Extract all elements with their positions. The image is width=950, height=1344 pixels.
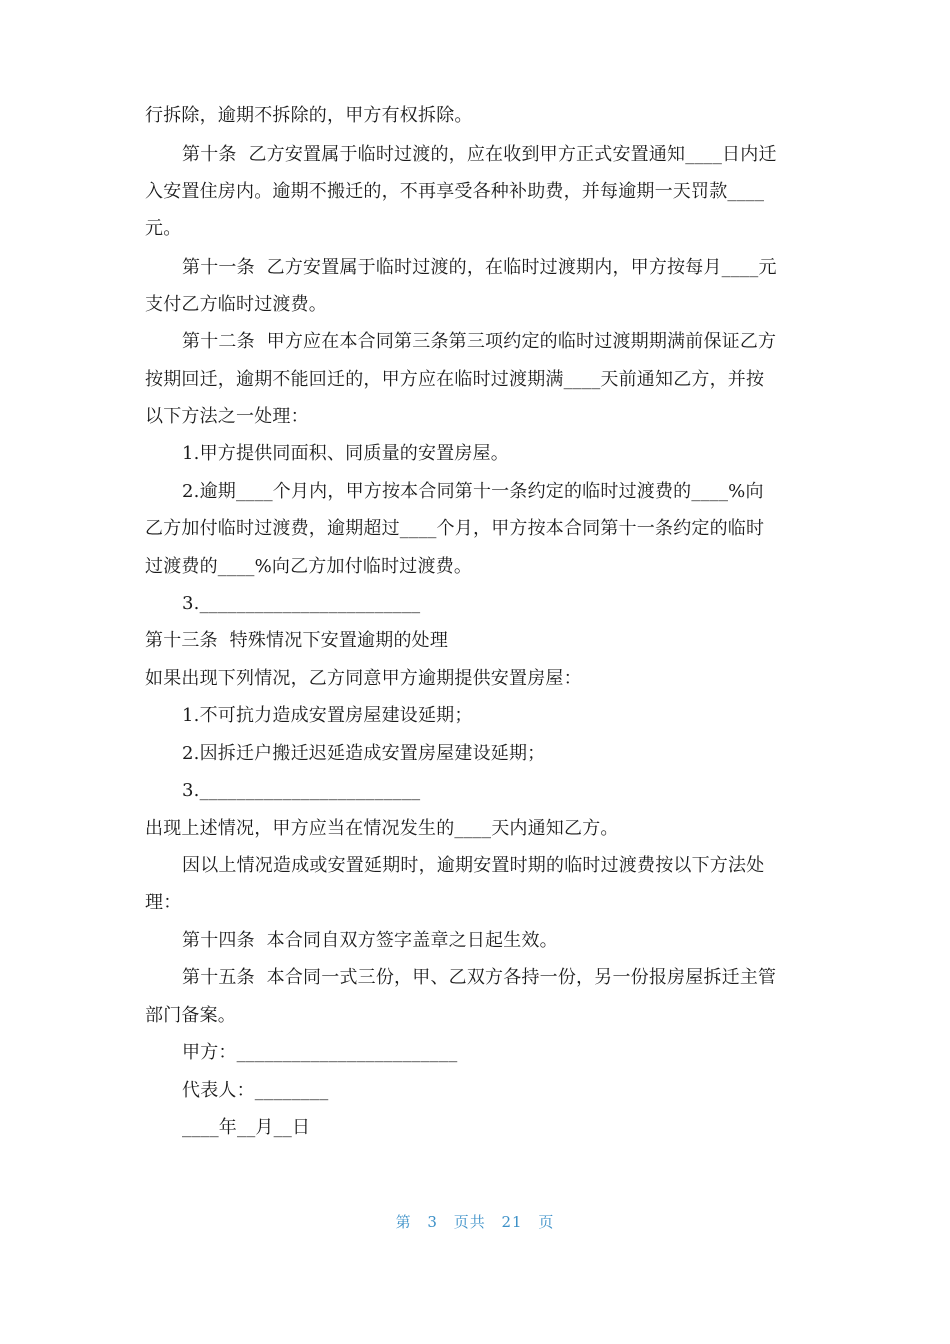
text-line: 理： [145, 892, 182, 913]
text-line: 如果出现下列情况，乙方同意甲方逾期提供安置房屋： [145, 668, 582, 689]
signature-party-a: 甲方：________________________ [182, 1042, 458, 1063]
text-line: 因以上情况造成或安置延期时，逾期安置时期的临时过渡费按以下方法处 [182, 855, 765, 876]
text-line: 行拆除，逾期不拆除的，甲方有权拆除。 [145, 105, 473, 126]
signature-representative: 代表人：________ [182, 1080, 329, 1101]
signature-date: ____年__月__日 [182, 1117, 311, 1138]
text-line: 1.甲方提供同面积、同质量的安置房屋。 [182, 443, 509, 464]
text-line: 乙方加付临时过渡费，逾期超过____个月，甲方按本合同第十一条约定的临时 [145, 518, 765, 539]
text-line: 第十二条 甲方应在本合同第三条第三项约定的临时过渡期期满前保证乙方 [182, 331, 777, 352]
text-line: 2.因拆迁户搬迁迟延造成安置房屋建设延期； [182, 743, 546, 764]
text-line: 2.逾期____个月内，甲方按本合同第十一条约定的临时过渡费的____%向 [182, 481, 764, 502]
text-line: 1.不可抗力造成安置房屋建设延期； [182, 705, 473, 726]
text-line: 入安置住房内。逾期不搬迁的，不再享受各种补助费，并每逾期一天罚款____ [145, 181, 765, 202]
text-line: 第十一条 乙方安置属于临时过渡的，在临时过渡期内，甲方按每月____元 [182, 257, 777, 278]
text-line: 过渡费的____%向乙方加付临时过渡费。 [145, 556, 473, 577]
text-line: 第十条 乙方安置属于临时过渡的，应在收到甲方正式安置通知____日内迁 [182, 144, 777, 165]
section-heading: 第十三条 特殊情况下安置逾期的处理 [145, 630, 449, 651]
text-line: 元。 [145, 218, 182, 239]
text-line: 以下方法之一处理： [145, 406, 309, 427]
text-line: 部门备案。 [145, 1005, 236, 1026]
text-line: 3.________________________ [182, 780, 421, 801]
text-line: 出现上述情况，甲方应当在情况发生的____天内通知乙方。 [145, 818, 619, 839]
text-line: 支付乙方临时过渡费。 [145, 294, 327, 315]
text-line: 3.________________________ [182, 593, 421, 614]
text-line: 第十四条 本合同自双方签字盖章之日起生效。 [182, 930, 558, 951]
text-line: 按期回迁，逾期不能回迁的，甲方应在临时过渡期满____天前通知乙方，并按 [145, 369, 765, 390]
page-number: 第 3 页共 21 页 [395, 1213, 555, 1231]
text-line: 第十五条 本合同一式三份，甲、乙双方各持一份，另一份报房屋拆迁主管 [182, 967, 777, 988]
